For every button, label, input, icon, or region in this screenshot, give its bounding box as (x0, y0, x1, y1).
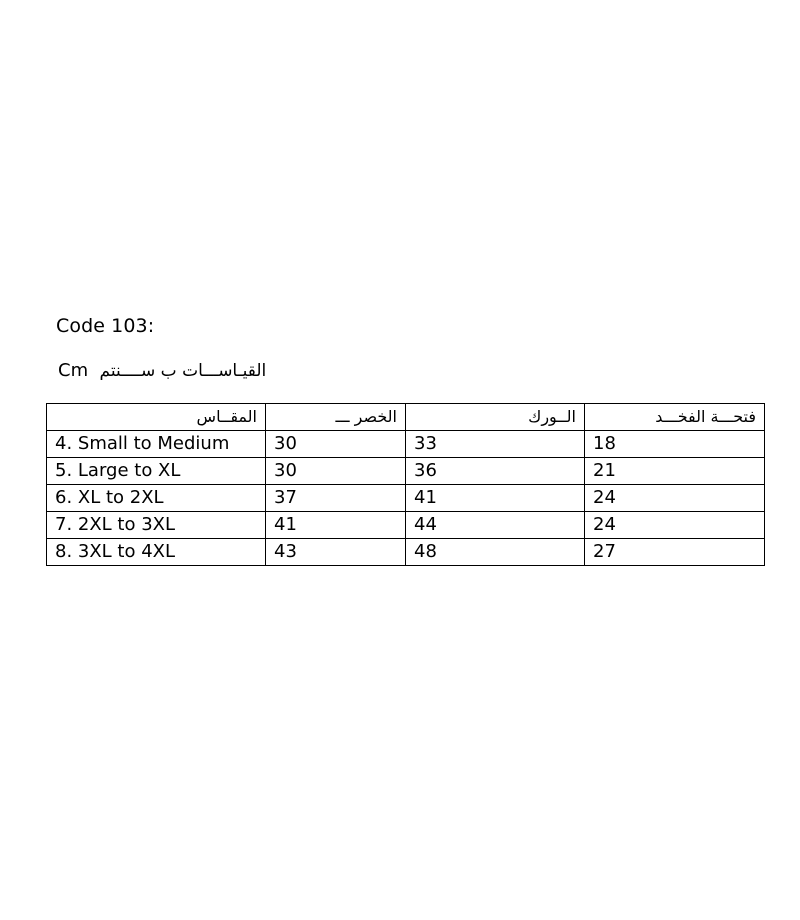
units-label: القيـاســـات ب ســــنتم (99, 361, 267, 381)
cell-thigh-opening: 24 (585, 485, 765, 512)
header-size: المقــاس (47, 404, 266, 431)
table-row (47, 485, 765, 512)
cell-thigh-opening: 24 (585, 512, 765, 539)
cell-waist: 30 (266, 458, 406, 485)
table-header-row (47, 404, 765, 431)
cell-thigh-opening: 27 (585, 539, 765, 566)
cell-hip: 48 (406, 539, 585, 566)
cell-waist: 30 (266, 431, 406, 458)
cell-hip: 44 (406, 512, 585, 539)
cell-size: 6. XL to 2XL (47, 485, 266, 512)
size-table (46, 403, 765, 566)
cell-hip: 33 (406, 431, 585, 458)
cell-hip: 36 (406, 458, 585, 485)
code-title: Code 103: (56, 315, 155, 337)
header-waist: الخصر ـــ (266, 404, 406, 431)
cell-waist: 41 (266, 512, 406, 539)
cell-size: 5. Large to XL (47, 458, 266, 485)
cell-thigh-opening: 21 (585, 458, 765, 485)
table-row (47, 458, 765, 485)
cell-size: 4. Small to Medium (47, 431, 266, 458)
cell-size: 8. 3XL to 4XL (47, 539, 266, 566)
cell-size: 7. 2XL to 3XL (47, 512, 266, 539)
cell-waist: 37 (266, 485, 406, 512)
cell-hip: 41 (406, 485, 585, 512)
table-row (47, 512, 765, 539)
units-line (58, 359, 266, 383)
header-thigh-opening: فتحـــة الفخـــد (585, 404, 765, 431)
units-abbreviation: Cm (58, 360, 89, 381)
table-row (47, 431, 765, 458)
table-row (47, 539, 765, 566)
cell-thigh-opening: 18 (585, 431, 765, 458)
cell-waist: 43 (266, 539, 406, 566)
header-hip: الــورك (406, 404, 585, 431)
